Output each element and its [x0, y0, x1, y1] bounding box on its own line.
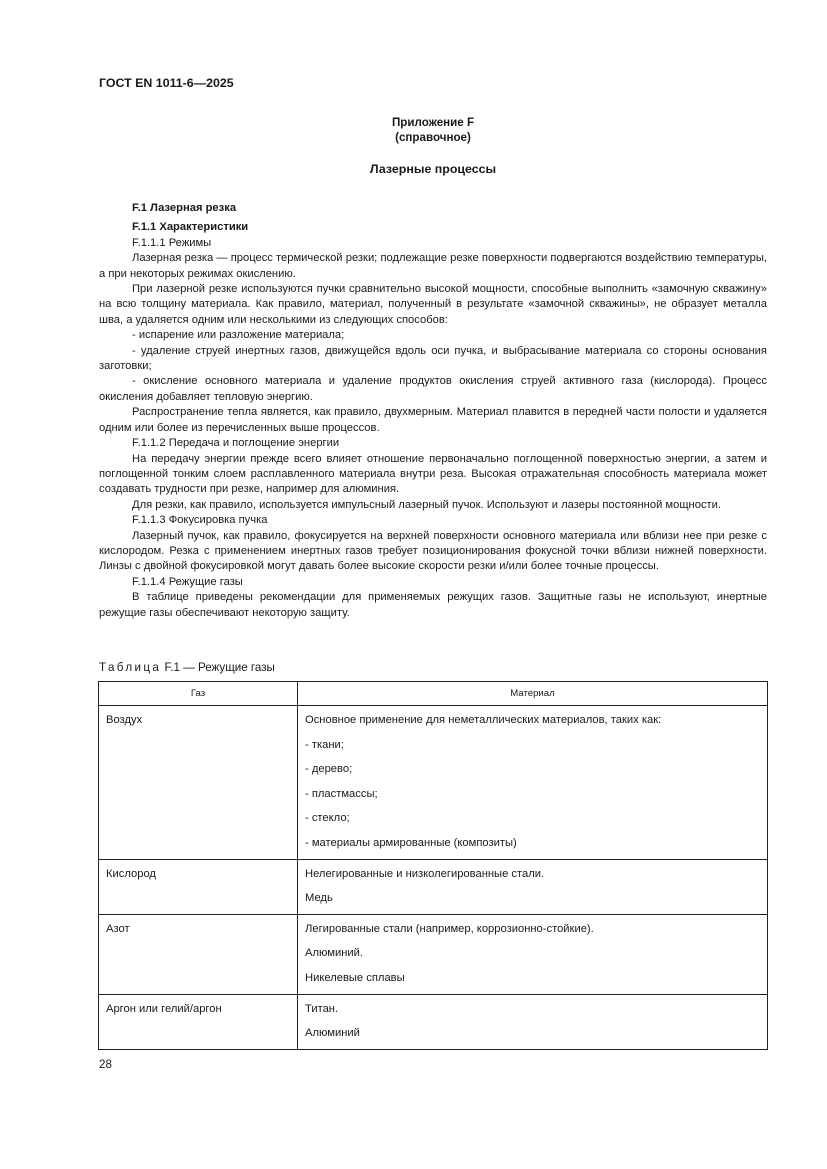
material-cell	[298, 859, 768, 914]
table-row	[99, 706, 768, 860]
material-line: - материалы армированные (композиты)	[305, 836, 517, 849]
list-item: - испарение или разложение материала;	[132, 329, 345, 342]
material-line: Алюминий	[305, 1027, 360, 1040]
heading-f1-1-1: F.1.1.1 Режимы	[132, 236, 212, 249]
cutting-gases-table	[98, 681, 768, 1050]
section-heading: Лазерные процессы	[369, 162, 497, 176]
material-line: Никелевые сплавы	[305, 971, 405, 984]
paragraph: Для резки, как правило, используется импульсный лазерный пучок. Используют и лазеры постоянной мощности.	[132, 498, 722, 511]
heading-f1-1-2: F.1.1.2 Передача и поглощение энергии	[132, 437, 340, 450]
page-number: 28	[99, 1058, 112, 1071]
table-header-row	[99, 682, 768, 706]
gas-cell: Кислород	[99, 859, 298, 914]
paragraph: При лазерной резке используются пучки сравнительно высокой мощности, способные выполнить «замочную скважину» на всю толщину материала. Как правило, материал, полученный в результате «замочной скважины», не образует металла шва, а удаляется одним или несколькими из следующих способов:	[99, 283, 767, 326]
heading-f1-1-4: F.1.1.4 Режущие газы	[132, 575, 243, 588]
appendix-title: Приложение F	[391, 116, 475, 129]
paragraph: В таблице приведены рекомендации для применяемых режущих газов. Защитные газы не используют, инертные режущие газы обеспечивают некоторую защиту.	[99, 591, 767, 619]
table-row	[99, 914, 768, 994]
heading-f1-1-3: F.1.1.3 Фокусировка пучка	[132, 514, 268, 527]
material-cell	[298, 914, 768, 994]
paragraph: На передачу энергии прежде всего влияет отношение первоначально поглощенной поверхностью энергии, а затем и поглощенной тонким слоем расплавленного материала внутри реза. Высокая отражательная способность материала может создавать трудности при резке, например для алюминия.	[99, 452, 767, 496]
list-item: - окисление основного материала и удаление продуктов окисления струей активного газа (кислорода). Процесс окисления добавляет тепловую энергию.	[99, 375, 767, 403]
table-caption-title: F.1 — Режущие газы	[164, 661, 275, 674]
material-line: Легированные стали (например, коррозионно-стойкие).	[305, 922, 594, 935]
material-cell	[298, 706, 768, 860]
paragraph: Лазерный пучок, как правило, фокусируется на верхней поверхности основного материала или вблизи нее при резке с кислородом. Резка с применением инертных газов требует позиционирования фокусной точки вблизи нижней поверхности. Линзы с двойной фокусировкой могут давать более высокие скорости резки и/или более точные процессы.	[99, 529, 767, 573]
material-line: - стекло;	[305, 812, 350, 825]
paragraph: Лазерная резка — процесс термической резки; подлежащие резке поверхности подвергаются воздействию температуры, а при некоторых режимах окислению.	[99, 252, 767, 280]
material-cell	[298, 994, 768, 1049]
table-caption	[99, 660, 275, 675]
heading-f1-1: F.1.1 Характеристики	[132, 221, 249, 234]
material-line: - ткани;	[305, 738, 344, 751]
gas-cell: Азот	[99, 914, 298, 994]
material-line: Титан.	[305, 1002, 339, 1015]
header-material: Материал	[298, 682, 768, 706]
table-row	[99, 994, 768, 1049]
material-line: Основное применение для неметаллических материалов, таких как:	[305, 714, 662, 726]
standard-code: ГОСТ EN 1011-6—2025	[99, 76, 234, 90]
heading-f1: F.1 Лазерная резка	[132, 202, 237, 214]
material-line: - дерево;	[305, 763, 353, 776]
paragraph: Распространение тепла является, как правило, двухмерным. Материал плавится в передней части полости и удаляется одним или более из перечисленных выше процессов.	[99, 406, 767, 434]
appendix-kind: (справочное)	[395, 131, 471, 144]
table-row	[99, 859, 768, 914]
list-item: - удаление струей инертных газов, движущейся вдоль оси пучка, и выбрасывание материала со стороны основания заготовки;	[99, 344, 767, 373]
gas-cell: Воздух	[99, 706, 298, 860]
material-line: Алюминий.	[305, 947, 363, 960]
material-line: Нелегированные и низколегированные стали.	[305, 867, 545, 880]
header-gas: Газ	[99, 682, 298, 706]
table-caption-prefix: Таблица	[99, 661, 162, 674]
gas-cell: Аргон или гелий/аргон	[99, 994, 298, 1049]
material-line: - пластмассы;	[305, 787, 378, 800]
material-line: Медь	[305, 892, 333, 905]
body-text	[99, 201, 767, 621]
